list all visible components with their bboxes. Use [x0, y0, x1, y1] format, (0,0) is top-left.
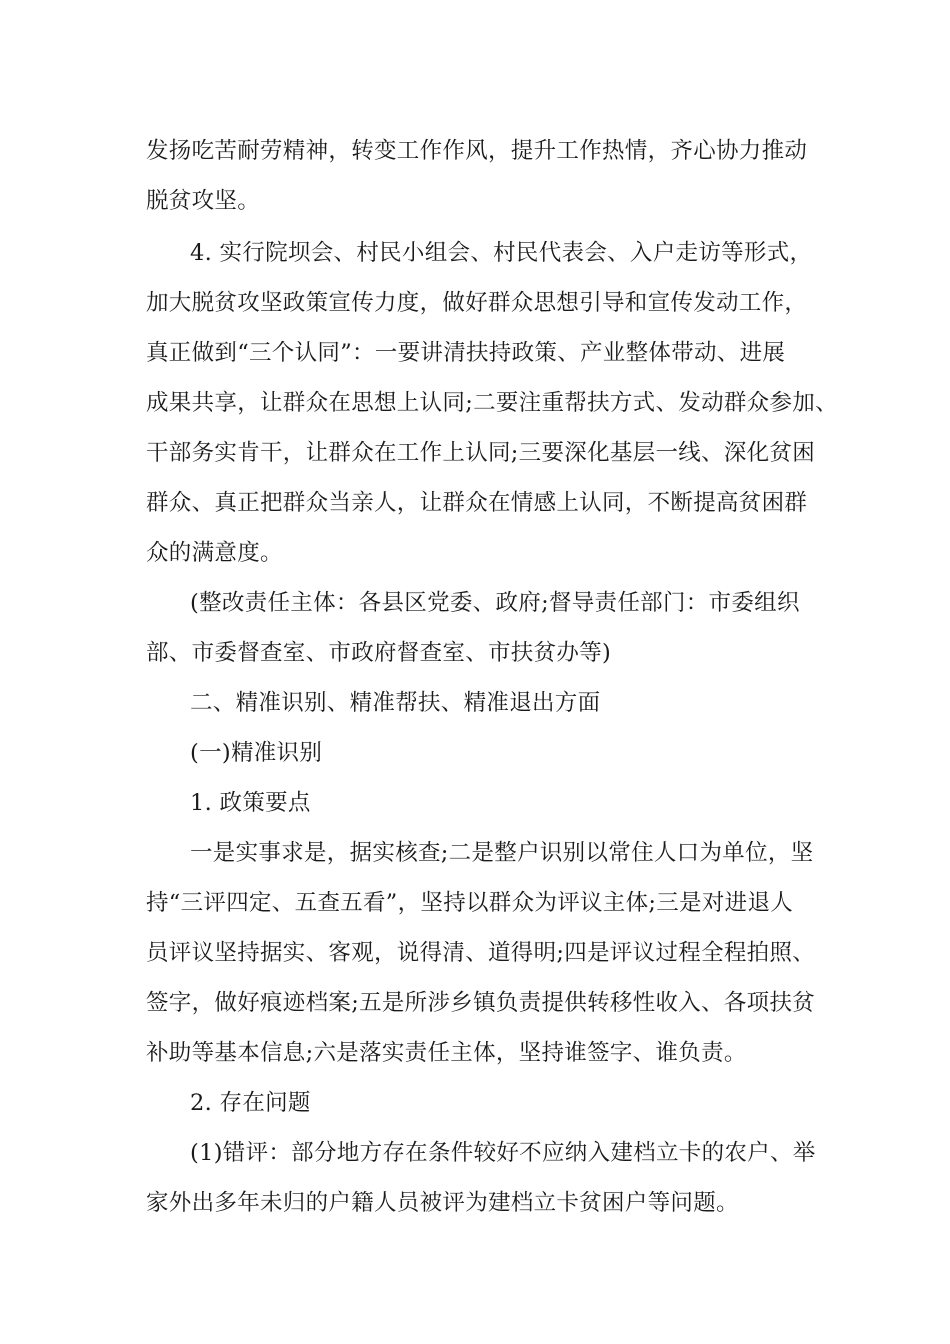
text-line: 群众、真正把群众当亲人，让群众在情感上认同，不断提高贫困群: [146, 490, 808, 516]
text-line: 干部务实肯干，让群众在工作上认同;三要深化基层一线、深化贫困: [146, 440, 816, 466]
text-line: (1)错评：部分地方存在条件较好不应纳入建档立卡的农户、举: [190, 1140, 816, 1166]
text-line: 4. 实行院坝会、村民小组会、村民代表会、入户走访等形式，: [190, 240, 813, 266]
text-line: 部、市委督查室、市政府督查室、市扶贫办等): [146, 640, 612, 666]
text-line: 成果共享，让群众在思想上认同;二要注重帮扶方式、发动群众参加、: [146, 390, 838, 416]
text-line: (整改责任主体：各县区党委、政府;督导责任部门：市委组织: [190, 590, 800, 616]
subsection-heading: (一)精准识别: [190, 740, 323, 766]
text-line: 发扬吃苦耐劳精神，转变工作作风，提升工作热情，齐心协力推动: [146, 138, 808, 164]
text-line: 持“三评四定、五查五看”，坚持以群众为评议主体;三是对进退人: [146, 890, 794, 916]
text-line: 一是实事求是，据实核查;二是整户识别以常住人口为单位，坚: [190, 840, 814, 866]
text-line: 真正做到“三个认同”：一要讲清扶持政策、产业整体带动、进展: [146, 340, 786, 366]
text-line: 员评议坚持据实、客观，说得清、道得明;四是评议过程全程拍照、: [146, 940, 816, 966]
text-line: 众的满意度。: [146, 540, 283, 566]
text-line: 补助等基本信息;六是落实责任主体，坚持谁签字、谁负责。: [146, 1040, 747, 1066]
text-line: 签字，做好痕迹档案;五是所涉乡镇负责提供转移性收入、各项扶贫: [146, 990, 816, 1016]
subsection-heading: 1. 政策要点: [190, 790, 311, 816]
section-heading: 二、精准识别、精准帮扶、精准退出方面: [190, 690, 601, 716]
text-line: 脱贫攻坚。: [146, 188, 261, 214]
text-line: 家外出多年未归的户籍人员被评为建档立卡贫困户等问题。: [146, 1190, 739, 1216]
text-line: 加大脱贫攻坚政策宣传力度，做好群众思想引导和宣传发动工作，: [146, 290, 808, 316]
subsection-heading: 2. 存在问题: [190, 1090, 311, 1116]
